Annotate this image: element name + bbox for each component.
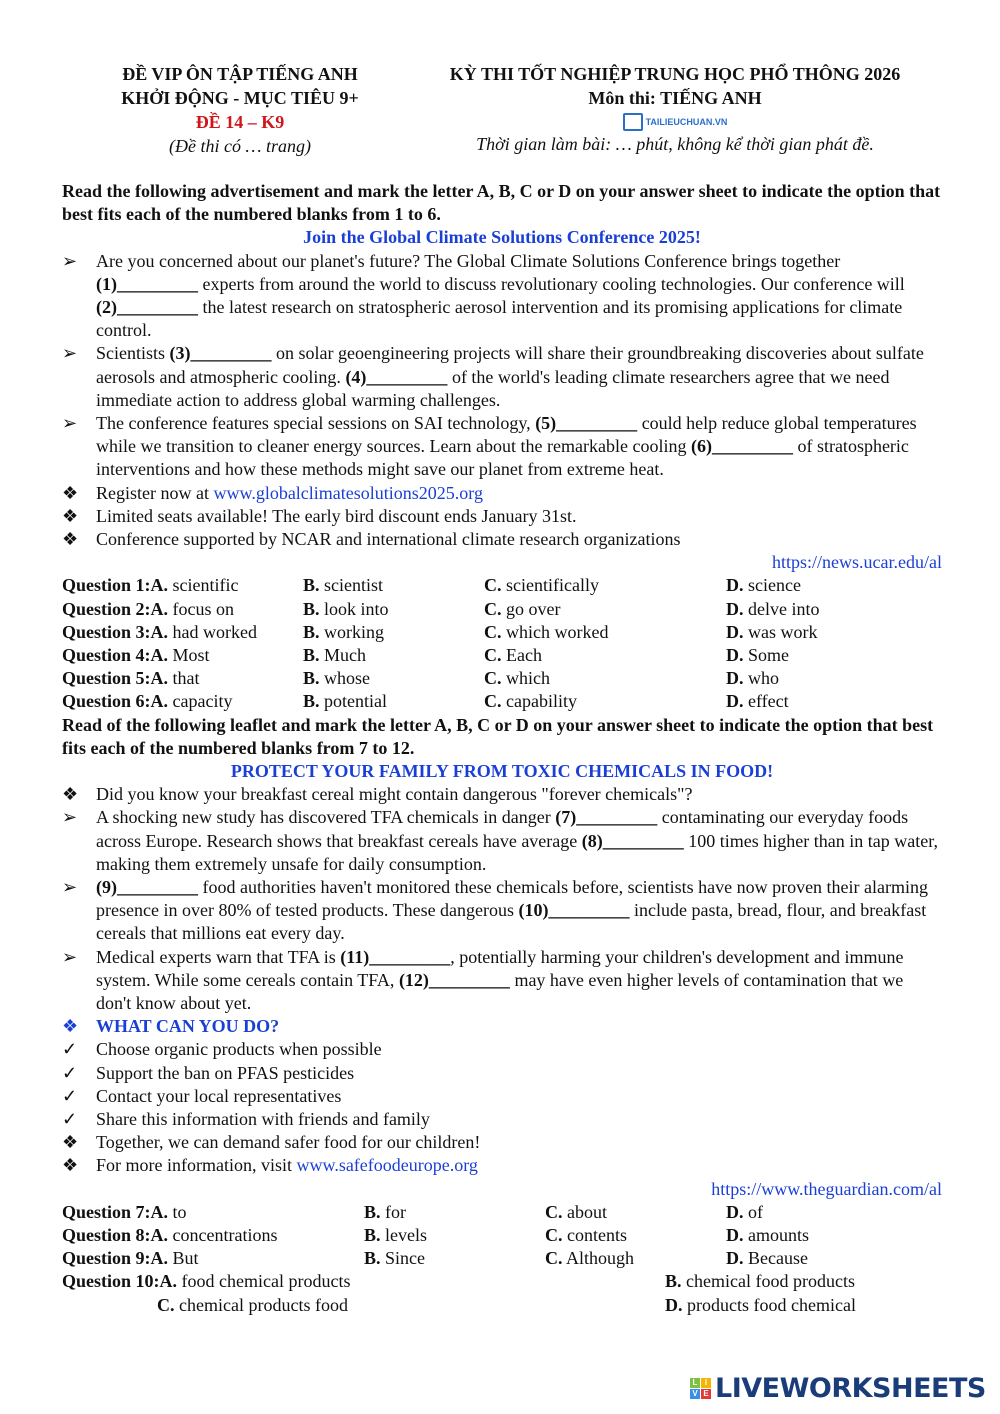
exam-code: ĐỀ 14 – K9 [195,112,285,132]
text: For more information, visit [96,1155,297,1176]
list-item [62,1085,942,1108]
question-label: Question 8: [62,1225,151,1246]
answer-option[interactable] [665,1270,855,1293]
exam-title: KỲ THI TỐT NGHIỆP TRUNG HỌC PHỔ THÔNG 2026 [449,64,901,84]
option-letter: A. [150,1225,169,1246]
option-letter: B. [303,575,320,596]
option-letter: C. [484,645,502,666]
list-item [62,1015,942,1038]
section-instruction: Read the following advertisement and mark the letter A, B, C or D on your answer sheet to indicate the option that best fits each of the numbered blanks from 1 to 6. [62,181,941,225]
option-letter: D. [726,668,744,689]
option-text: which [506,668,550,689]
option-text: Each [506,645,542,666]
option-letter: A. [150,598,169,619]
answer-option[interactable] [62,1224,277,1247]
bullet-marker-icon: ✓ [62,1109,78,1130]
header-right [410,62,940,156]
answer-option[interactable] [62,598,234,621]
option-text: capability [506,691,577,712]
list-item [62,806,942,876]
time-note: Thời gian làm bài: … phút, không kể thời gian phát đề. [476,134,874,154]
option-text: of [748,1201,763,1222]
list-item [62,528,942,551]
option-letter: C. [157,1294,175,1315]
answer-blank: (9)_________ [96,877,198,897]
option-text: that [172,668,200,689]
section-instruction: Read of the following leaflet and mark the letter A, B, C or D on your answer sheet to indicate the option that best fits each of the numbered blanks from 7 to 12. [62,714,934,758]
option-letter: B. [364,1201,381,1222]
question-row [62,644,942,667]
item-text [96,251,905,341]
answer-blank: (12)_________ [398,969,510,990]
text: Support the ban on PFAS pesticides [96,1062,355,1083]
answer-option[interactable] [62,1270,350,1293]
answer-blank: (11)_________ [340,946,451,967]
option-text: levels [385,1225,428,1246]
answer-option[interactable] [303,644,366,667]
option-letter: B. [364,1248,381,1269]
option-letter: A. [150,575,169,596]
liveworksheets-logo [690,1373,986,1404]
item-text [96,1063,354,1083]
option-letter: A. [150,645,169,666]
bullet-marker-icon: ➢ [62,946,78,967]
option-text: scientist [324,575,384,596]
bullet-marker-icon: ❖ [62,1016,79,1037]
answer-option[interactable] [62,667,200,690]
option-letter: D. [726,691,744,712]
bullet-marker-icon: ➢ [62,413,78,434]
website-link[interactable]: www.safefoodeurope.org [296,1155,478,1176]
option-text: which worked [506,621,609,642]
option-text: about [567,1201,607,1222]
option-text: food chemical products [181,1271,351,1292]
option-text: concentrations [172,1225,278,1246]
option-letter: D. [726,621,744,642]
bullet-marker-icon: ❖ [62,1132,79,1153]
text: Choose organic products when possible [96,1039,382,1060]
answer-option[interactable] [726,598,819,621]
text: , potentially harming your children's development and immune system. While some cereals contain TFA, [96,946,904,990]
logo-text: TAILIEUCHUAN.VN [645,117,728,127]
item-text [96,1086,341,1106]
option-text: had worked [172,621,257,642]
answer-option[interactable] [303,690,387,713]
question-label: Question 1: [62,575,151,596]
question-label: Question 9: [62,1248,151,1269]
bullet-marker-icon: ❖ [62,482,79,503]
answer-option[interactable] [484,644,542,667]
text: Conference supported by NCAR and international climate research organizations [96,529,681,550]
answer-option[interactable] [62,574,239,597]
answer-option[interactable] [726,690,789,713]
option-text: look into [324,598,389,619]
item-text [96,1155,478,1175]
item-text [96,1109,430,1129]
header-left-line2: KHỞI ĐỘNG - MỤC TIÊU 9+ [121,88,359,108]
question-label: Question 2: [62,598,151,619]
answer-option[interactable] [303,598,389,621]
question-label: Question 4: [62,645,151,666]
question-row [62,667,942,690]
option-letter: D. [726,1248,744,1269]
bullet-marker-icon: ➢ [62,877,78,897]
question-row [62,574,942,597]
answer-option[interactable] [726,621,818,644]
option-text: products food chemical [687,1294,856,1315]
text: of the world's leading climate researchers agree that we need immediate action to address global warming challenges. [96,366,890,410]
text: Limited seats available! The early bird discount ends January 31st. [96,505,577,526]
text: Contact your local representatives [96,1085,342,1106]
option-text: go over [506,598,561,619]
text: Did you know your breakfast cereal might contain dangerous "forever chemicals"? [96,784,693,805]
source-link[interactable]: https://news.ucar.edu/al [772,552,942,573]
option-letter: C. [545,1248,563,1269]
item-text [96,413,917,479]
answer-option[interactable] [62,1247,199,1270]
text: include pasta, bread, flour, and breakfast cereals that millions eat every day. [96,900,927,944]
option-letter: D. [726,1201,744,1222]
subheading: WHAT CAN YOU DO? [96,1016,280,1037]
text: A shocking new study has discovered TFA chemicals in danger [96,807,556,828]
option-text: Since [385,1248,426,1269]
option-letter: A. [150,1248,169,1269]
question-label: Question 3: [62,621,151,642]
option-text: for [385,1201,407,1222]
option-letter: D. [726,575,744,596]
option-letter: C. [484,575,502,596]
question-row [62,1247,942,1270]
answer-option[interactable] [484,621,608,644]
option-letter: B. [303,645,320,666]
answer-option[interactable] [726,1201,763,1224]
option-letter: D. [726,645,744,666]
answer-option[interactable] [364,1247,425,1270]
item-text [96,529,680,549]
answer-option[interactable] [726,1224,809,1247]
list-item [62,1062,942,1085]
option-text: potential [324,691,387,712]
option-letter: C. [484,668,502,689]
item-text [96,947,903,1013]
bullet-marker-icon: ✓ [62,1039,78,1060]
source-link[interactable]: https://www.theguardian.com/al [711,1178,942,1199]
option-letter: C. [484,598,502,619]
question-label: Question 7: [62,1201,151,1222]
answer-blank: (6)_________ [690,436,793,457]
section-title: Join the Global Climate Solutions Conference 2025! [303,227,701,248]
liveworksheets-wordmark: LIVEWORKSHEETS [715,1373,986,1404]
option-text: whose [324,668,371,689]
question-row [62,1294,942,1317]
text: food authorities haven't monitored these chemicals before, scientists have now proven their alarming presence in over 80% of tested products. These dangerous [96,877,929,921]
tailieuchuan-logo [410,110,940,132]
option-letter: D. [726,1225,744,1246]
bullet-marker-icon: ➢ [62,250,78,271]
text: Medical experts warn that TFA is [96,946,341,967]
list-item [62,1108,942,1131]
answer-option[interactable] [484,598,560,621]
text: Register now at [96,482,214,503]
list-item [62,505,942,528]
option-letter: B. [303,691,320,712]
option-text: Much [324,645,367,666]
answer-option[interactable] [484,574,599,597]
answer-option[interactable] [545,1247,634,1270]
option-text: scientific [172,575,239,596]
text: The conference features special sessions on SAI technology, [96,413,536,434]
text: Scientists [96,343,170,364]
text: contaminating our everyday foods across Europe. Research shows that breakfast cereals have average [96,807,909,851]
text: Together, we can demand safer food for our children! [96,1132,481,1153]
answer-option[interactable] [62,1201,187,1224]
option-text: Some [748,645,790,666]
option-letter: B. [303,668,320,689]
option-text: who [748,668,779,689]
bullet-marker-icon: ❖ [62,784,79,805]
badge-l: L [690,1378,700,1388]
question-row [62,1270,942,1293]
answer-blank: (10)_________ [518,900,630,921]
item-text [96,807,938,873]
answer-option[interactable] [726,644,789,667]
text: the latest research on stratospheric aerosol intervention and its promising applications for climate control. [96,297,903,341]
text: may have even higher levels of contamination that we don't know about yet. [96,969,904,1014]
live-badge-icon [690,1378,711,1399]
header-left [90,62,390,158]
option-letter: C. [545,1225,563,1246]
answer-option[interactable] [665,1294,856,1317]
question-row [62,1201,942,1224]
option-letter: C. [545,1201,563,1222]
list-item [62,482,942,505]
answer-option[interactable] [726,667,779,690]
page-count-note: (Đề thi có … trang) [169,136,311,156]
option-letter: A. [159,1271,178,1292]
bullet-marker-icon: ✓ [62,1062,78,1083]
question-label: Question 6: [62,691,151,712]
answer-blank: (4)_________ [345,366,448,387]
option-letter: C. [484,621,502,642]
option-text: amounts [748,1225,809,1246]
option-text: Most [172,645,210,666]
option-text: Although [566,1248,635,1269]
list-item [62,412,942,482]
option-text: effect [748,691,789,712]
worksheet-content [62,180,942,1317]
list-item [62,1131,942,1154]
answer-option[interactable] [364,1201,406,1224]
answer-option[interactable] [62,690,232,713]
option-text: to [172,1201,187,1222]
option-text: working [324,621,385,642]
question-row [62,621,942,644]
option-letter: B. [364,1225,381,1246]
question-row [62,690,942,713]
item-text [96,343,924,409]
bullet-marker-icon: ✓ [62,1085,78,1106]
option-text: was work [748,621,818,642]
bullet-marker-icon: ❖ [62,529,79,550]
answer-option[interactable] [303,621,384,644]
option-text: But [172,1248,199,1269]
option-letter: D. [665,1294,683,1315]
answer-option[interactable] [364,1224,427,1247]
option-letter: A. [150,621,169,642]
answer-option[interactable] [62,644,210,667]
option-letter: C. [484,691,502,712]
option-letter: B. [665,1271,682,1292]
text: of stratospheric interventions and how these methods might save our planet from extreme heat. [96,436,909,480]
list-item [62,250,942,343]
text: could help reduce global temperatures while we transition to cleaner energy sources. Learn about the remarkable cooling [96,413,917,457]
section-title: PROTECT YOUR FAMILY FROM TOXIC CHEMICALS IN FOOD! [230,760,774,781]
badge-v: V [690,1389,700,1399]
item-text [96,1016,279,1036]
question-row [62,1224,942,1247]
list-item [62,946,942,1016]
option-text: capacity [172,691,233,712]
answer-blank: (8)_________ [581,830,684,851]
text: 100 times higher than in tap water, making them extremely unsafe for daily consumption. [96,830,938,874]
item-text [96,877,928,943]
answer-blank: (7)_________ [555,807,658,828]
answer-option[interactable] [726,1247,808,1270]
answer-option[interactable] [545,1224,627,1247]
option-letter: D. [726,598,744,619]
answer-option[interactable] [484,690,577,713]
answer-blank: (2)_________ [96,297,198,318]
book-icon [623,113,643,131]
option-text: chemical products food [179,1294,348,1315]
header-left-line1: ĐỀ VIP ÔN TẬP TIẾNG ANH [122,64,358,84]
website-link[interactable]: www.globalclimatesolutions2025.org [213,482,483,503]
answer-option[interactable] [484,667,550,690]
item-text [96,506,577,526]
question-label: Question 10: [62,1271,160,1292]
bullet-marker-icon: ➢ [62,807,78,828]
text: Share this information with friends and family [96,1109,430,1130]
text: on solar geoengineering projects will share their groundbreaking discoveries about sulfate aerosols and atmospheric cooling. [96,343,924,387]
option-text: contents [567,1225,627,1246]
answer-option[interactable] [62,621,257,644]
text: Are you concerned about our planet's future? The Global Climate Solutions Conference brings together [96,250,841,271]
list-item [62,783,942,806]
answer-option[interactable] [303,574,383,597]
option-text: delve into [748,598,820,619]
option-letter: A. [150,668,169,689]
list-item [62,1038,942,1061]
question-row [62,598,942,621]
option-text: chemical food products [686,1271,855,1292]
item-text [96,1039,382,1059]
bullet-marker-icon: ❖ [62,505,79,526]
option-letter: B. [303,598,320,619]
item-text [96,483,483,503]
item-text [96,784,692,804]
item-text [96,1132,480,1152]
answer-option[interactable] [545,1201,607,1224]
text: experts from around the world to discuss revolutionary cooling technologies. Our conference will [198,273,905,294]
bullet-marker-icon: ❖ [62,1155,79,1176]
answer-option[interactable] [303,667,370,690]
answer-blank: (1)_________ [96,273,198,294]
answer-option[interactable] [157,1294,348,1317]
list-item [62,876,942,946]
badge-e: E [701,1389,711,1399]
option-letter: A. [150,691,169,712]
option-text: Because [748,1248,808,1269]
option-text: focus on [172,598,235,619]
answer-blank: (5)_________ [535,413,638,434]
list-item [62,1154,942,1177]
option-letter: A. [150,1201,169,1222]
answer-option[interactable] [726,574,801,597]
bullet-marker-icon: ➢ [62,343,78,364]
option-letter: B. [303,621,320,642]
option-text: scientifically [506,575,599,596]
exam-subject: Môn thi: TIẾNG ANH [588,88,762,108]
answer-blank: (3)_________ [169,343,272,364]
option-text: science [748,575,801,596]
list-item [62,342,942,412]
question-label: Question 5: [62,668,151,689]
badge-i: I [701,1378,711,1388]
